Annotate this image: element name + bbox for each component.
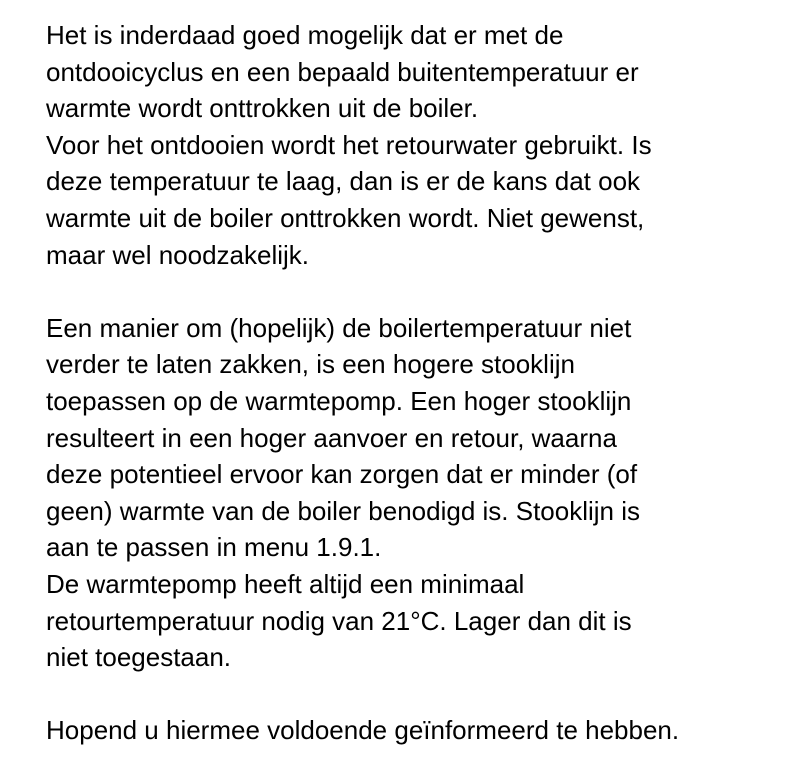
paragraph-2 [46,127,786,273]
text-line: resulteert in een hoger aanvoer en retour, waarna [46,422,617,453]
text-line: toepassen op de warmtepomp. Een hoger stooklijn [46,385,632,416]
text-line: Hopend u hiermee voldoende geïnformeerd te hebben. [46,715,680,746]
text-line: aan te passen in menu 1.9.1. [46,532,382,563]
text-line: deze temperatuur te laag, dan is er de kans dat ook [46,166,641,197]
text-line: ontdooicyclus en een bepaald buitentemperatuur er [46,56,639,87]
paragraph-gap [46,676,786,713]
text-line: warmte wordt onttrokken uit de boiler. [46,93,479,124]
paragraph-4 [46,566,786,676]
paragraph-3 [46,310,786,566]
text-line: deze potentieel ervoor kan zorgen dat er minder (of [46,459,638,490]
message-body [46,17,786,749]
text-line: niet toegestaan. [46,642,232,673]
text-line: Het is inderdaad goed mogelijk dat er met de [46,20,564,50]
text-line: warmte uit de boiler onttrokken wordt. Niet gewenst, [46,202,645,233]
text-line: retourtemperatuur nodig van 21°C. Lager dan dit is [46,605,632,636]
text-line: Voor het ontdooien wordt het retourwater gebruikt. Is [46,129,652,160]
text-line: maar wel noodzakelijk. [46,239,310,270]
paragraph-gap [46,273,786,310]
closing-paragraph [46,712,786,749]
paragraph-1 [46,17,786,127]
text-line: Een manier om (hopelijk) de boilertemperatuur niet [46,312,632,343]
text-line: verder te laten zakken, is een hogere stooklijn [46,349,575,380]
text-line: De warmtepomp heeft altijd een minimaal [46,568,525,599]
text-line: geen) warmte van de boiler benodigd is. Stooklijn is [46,495,641,526]
